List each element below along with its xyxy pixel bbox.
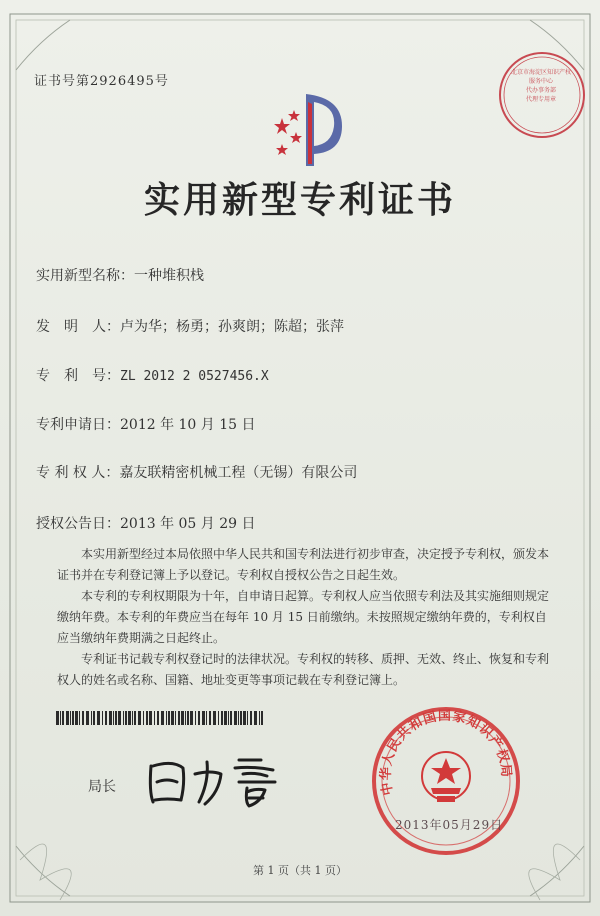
barcode-bar — [75, 711, 78, 725]
barcode-bar — [154, 711, 155, 725]
barcode-bar — [198, 711, 200, 725]
barcode-bar — [138, 711, 141, 725]
official-seal — [371, 706, 521, 856]
barcode-bar — [178, 711, 180, 725]
utility-model-name-row — [36, 265, 204, 285]
barcode-bar — [234, 711, 237, 725]
barcode-bar — [125, 711, 127, 725]
barcode-bar — [202, 711, 205, 725]
barcode-bar — [238, 711, 239, 725]
barcode-bar — [171, 711, 174, 725]
grant-date-label: 授权公告日： — [36, 516, 120, 532]
barcode-bar — [166, 711, 167, 725]
utility-model-name-value: 一种堆积栈 — [134, 268, 204, 284]
barcode-bar — [254, 711, 257, 725]
barcode-bar — [149, 711, 152, 725]
grant-date-value: 2013 年 05 月 29 日 — [120, 516, 256, 532]
patent-number-value: ZL 2012 2 0527456.X — [120, 369, 269, 384]
agency-stamp — [497, 50, 587, 144]
agency-stamp-line-1: 北京市海淀区知识产权服务中心 — [511, 69, 572, 85]
barcode-bar — [60, 711, 61, 725]
page-title: 实用新型专利证书 — [143, 179, 456, 221]
barcode-bar — [82, 711, 84, 725]
barcode-bar — [218, 711, 219, 725]
barcode-bar — [221, 711, 223, 725]
patent-office-emblem-icon — [264, 88, 344, 168]
body-paragraph-1: 本实用新型经过本局依照中华人民共和国专利法进行初步审查，决定授予专利权，颁发本证书并在专利登记簿上予以登记。专利权自授权公告之日起生效。 — [57, 547, 550, 582]
barcode-bar — [243, 711, 246, 725]
barcode-bar — [190, 711, 193, 725]
barcode-bar — [261, 711, 263, 725]
director-label: 局长 — [88, 779, 116, 795]
barcode-bar — [185, 711, 186, 725]
barcode-bar — [209, 711, 211, 725]
inventor-row — [36, 316, 344, 336]
agency-stamp-line-3: 代理专用章 — [525, 96, 556, 103]
grant-date-row — [36, 513, 256, 533]
barcode-bar — [105, 711, 107, 725]
patentee-label: 专 利 权 人： — [36, 465, 120, 481]
body-paragraph-2: 本专利的专利权期限为十年，自申请日起算。专利权人应当依照专利法及其实施细则规定缴纳年费。本专利的年费应当在每年 10 月 15 日前缴纳。未按照规定缴纳年费的，专利权自应当缴纳年费期满之日起终止。 — [57, 589, 550, 645]
barcode-bar — [91, 711, 92, 725]
barcode-bar — [128, 711, 131, 725]
patentee-row — [36, 462, 357, 482]
page-footer: 第 1 页（共 1 页） — [253, 864, 347, 877]
patentee-value: 嘉友联精密机械工程（无锡）有限公司 — [119, 465, 358, 481]
utility-model-name-label: 实用新型名称： — [36, 268, 134, 284]
barcode-bar — [161, 711, 164, 725]
barcode-bar — [224, 711, 227, 725]
barcode-bar — [123, 711, 124, 725]
filing-date-label: 专利申请日： — [36, 417, 120, 433]
certificate-body — [57, 544, 557, 691]
barcode-bar — [187, 711, 189, 725]
certificate-number: 证书号第2926495号 — [34, 74, 169, 89]
barcode-bar — [247, 711, 248, 725]
filing-date-row — [36, 414, 256, 434]
barcode-bar — [56, 711, 59, 725]
barcode-bar — [230, 711, 232, 725]
barcode-bar — [228, 711, 229, 725]
inventor-label: 发 明 人： — [36, 319, 120, 335]
barcode-bar — [102, 711, 103, 725]
barcode-bar — [143, 711, 144, 725]
body-paragraph-3: 专利证书记载专利权登记时的法律状况。专利权的转移、质押、无效、终止、恢复和专利权人的姓名或名称、国籍、地址变更等事项记载在专利登记簿上。 — [57, 652, 550, 687]
barcode-bar — [97, 711, 100, 725]
barcode-bar — [93, 711, 95, 725]
barcode-bar — [259, 711, 260, 725]
barcode-bar — [240, 711, 242, 725]
barcode-bar — [132, 711, 133, 725]
barcode-bar — [70, 711, 71, 725]
barcode-bar — [118, 711, 121, 725]
seal-date: 2013年05月29日 — [395, 818, 504, 832]
patent-number-label: 专 利 号： — [36, 368, 120, 384]
barcode-bar — [134, 711, 136, 725]
barcode-bar — [181, 711, 184, 725]
patent-number-row — [36, 365, 269, 385]
barcode-bar — [109, 711, 112, 725]
barcode-bar — [195, 711, 196, 725]
barcode-bar — [175, 711, 176, 725]
barcode-bar — [79, 711, 80, 725]
barcode-bar — [157, 711, 159, 725]
barcode-bar — [146, 711, 148, 725]
barcode-bar — [115, 711, 117, 725]
seal-text: 中华人民共和国国家知识产权局 — [378, 708, 514, 797]
barcode-bar — [66, 711, 69, 725]
filing-date-value: 2012 年 10 月 15 日 — [120, 417, 256, 433]
barcode-bar — [250, 711, 252, 725]
barcode-bar — [113, 711, 114, 725]
barcode-bar — [206, 711, 207, 725]
barcode-bar — [62, 711, 64, 725]
barcode-bar — [168, 711, 170, 725]
barcode-bar — [72, 711, 74, 725]
barcode — [56, 711, 266, 725]
barcode-bar — [86, 711, 89, 725]
barcode-bar — [213, 711, 216, 725]
agency-stamp-line-2: 代办事务部 — [525, 87, 556, 94]
inventor-value: 卢为华；杨勇；孙爽朗；陈超；张萍 — [120, 319, 344, 335]
director-signature — [143, 752, 293, 812]
